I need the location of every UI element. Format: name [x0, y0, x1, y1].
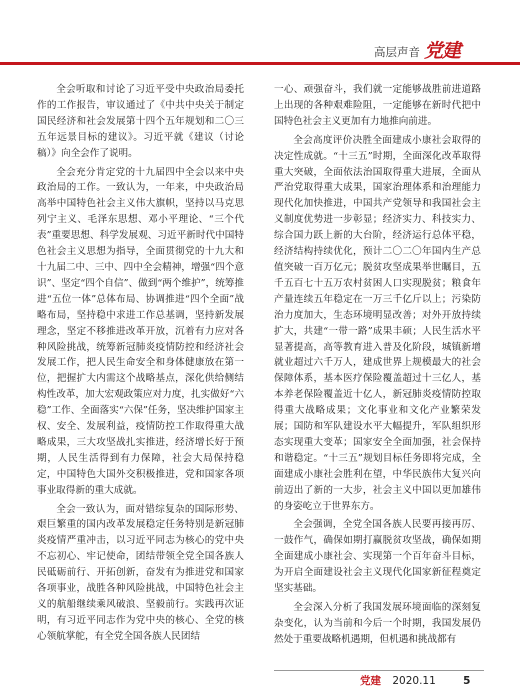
paragraph: 全会一致认为，面对错综复杂的国际形势、艰巨繁重的国内改革发展稳定任务特别是新冠肺炎疫情严重冲击，以习近平同志为核心的党中央不忘初心、牢记使命，团结带领全党全国各族人民砥砺前行、开拓创新，奋发有为推进党和国家各项事业，战胜各种风险挑战，中国特色社会主义的航船继续乘风破浪、坚毅前行。实践再次证明，有习近平同志作为党中央的核心、全党的核心领航掌舵，有全党全国各族人民团结	[37, 503, 244, 642]
left-text-column	[37, 82, 244, 667]
header-rule	[0, 62, 520, 65]
issue-number: 2020.11	[392, 675, 436, 687]
paragraph: 全会高度评价决胜全面建成小康社会取得的决定性成就。“十三五”时期，全面深化改革取得重大突破，全面依法治国取得重大进展，全面从严治党取得重大成果，国家治理体系和治理能力现代化加快推进，中国共产党领导和我国社会主义制度优势进一步彰显；经济实力、科技实力、综合国力跃上新的大台阶，经济运行总体平稳，经济结构持续优化，预计二〇二〇年国内生产总值突破一百万亿元；脱贫攻坚成果举世瞩目，五千五百七十五万农村贫困人口实现脱贫；粮食年产量连续五年稳定在一万三千亿斤以上；污染防治力度加大，生态环境明显改善；对外开放持续扩大，共建“一带一路”成果丰硕；人民生活水平显著提高，高等教育进入普及化阶段，城镇新增就业超过六千万人，建成世界上规模最大的社会保障体系，基本医疗保险覆盖超过十三亿人，基本养老保险覆盖近十亿人，新冠肺炎疫情防控取得重大战略成果；文化事业和文化产业繁荣发展；国防和军队建设水平大幅提升，军队组织形态实现重大变革；国家安全全面加强，社会保持和谐稳定。“十三五”规划目标任务即将完成，全面建成小康社会胜利在望，中华民族伟大复兴向前迈出了新的一大步，社会主义中国以更加雄伟的身姿屹立于世界东方。	[274, 134, 481, 512]
paragraph: 全会深入分析了我国发展环境面临的深刻复杂变化，认为当前和今后一个时期，我国发展仍然处于重要战略机遇期，但机遇和挑战都有	[274, 602, 481, 645]
section-title: 高层声音	[374, 45, 420, 59]
paragraph: 全会听取和讨论了习近平受中央政治局委托作的工作报告，审议通过了《中共中央关于制定国民经济和社会发展第十四个五年规划和二〇三五年远景目标的建议》。习近平就《建议（讨论稿）》向全会作了说明。	[37, 84, 244, 159]
page-header	[0, 0, 520, 66]
page-number: 5	[463, 675, 471, 687]
paragraph: 全会充分肯定党的十九届四中全会以来中央政治局的工作。一致认为，一年来，中央政治局高举中国特色社会主义伟大旗帜，坚持以马克思列宁主义、毛泽东思想、邓小平理论、“三个代表”重要思想、科学发展观、习近平新时代中国特色社会主义思想为指导，全面贯彻党的十九大和十九届二中、三中、四中全会精神，增强“四个意识”、坚定“四个自信”、做到“两个维护”，统筹推进“五位一体”总体布局、协调推进“四个全面”战略布局，坚持稳中求进工作总基调，坚持新发展理念，坚定不移推进改革开放，沉着有力应对各种风险挑战，统筹新冠肺炎疫情防控和经济社会发展工作，把人民生命安全和身体健康放在第一位，把握扩大内需这个战略基点，深化供给侧结构性改革，加大宏观政策应对力度，扎实做好“六稳”工作、全面落实“六保”任务，坚决维护国家主权、安全、发展利益，疫情防控工作取得重大战略成果，三大攻坚战扎实推进，经济增长好于预期，人民生活得到有力保障，社会大局保持稳定，中国特色大国外交积极推进，党和国家各项事业取得新的重大成就。	[37, 166, 244, 496]
right-text-column	[274, 82, 481, 670]
paragraph: 全会强调，全党全国各族人民要再接再厉、一鼓作气，确保如期打赢脱贫攻坚战，确保如期全面建成小康社会、实现第一个百年奋斗目标，为开启全面建设社会主义现代化国家新征程奠定坚实基础。	[274, 519, 481, 595]
magazine-logo: 党建	[423, 40, 460, 62]
page-footer	[360, 673, 470, 688]
paragraph: 一心、顽强奋斗，我们就一定能够战胜前进道路上出现的各种艰难险阻，一定能够在新时代把中国特色社会主义更加有力地推向前进。	[274, 84, 481, 127]
footer-rule	[274, 670, 484, 671]
footer-brand: 党建	[360, 675, 381, 687]
